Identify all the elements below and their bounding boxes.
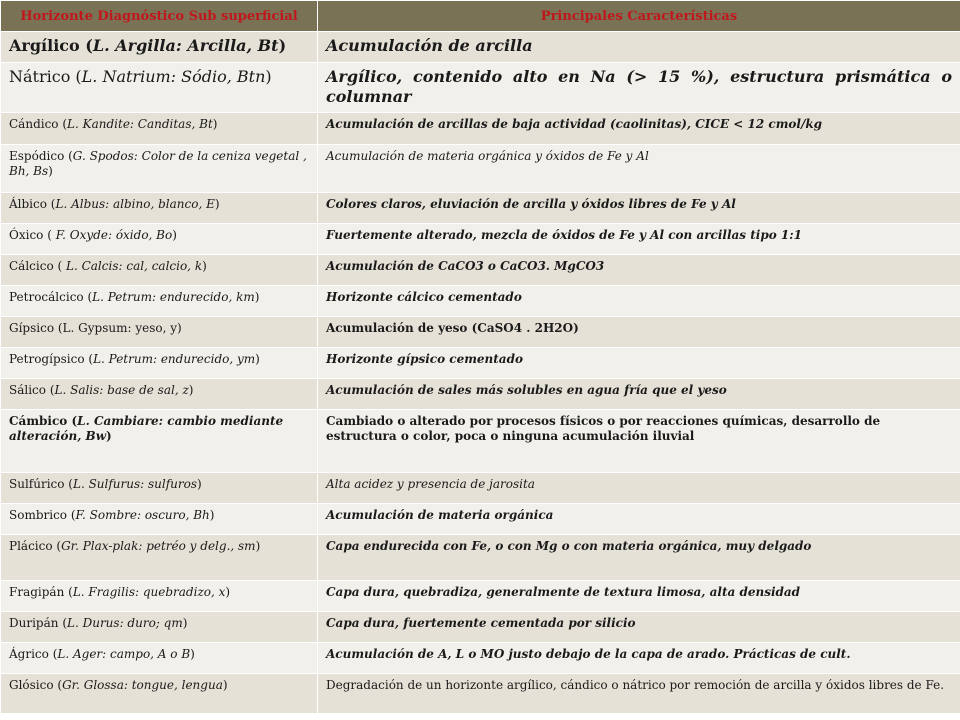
horizon-name: Sálico (9, 383, 46, 397)
horizon-etymology: L. Argilla: Arcilla, Bt (92, 36, 279, 55)
table-row (1, 612, 960, 643)
horizon-etymology: L. Durus: duro; qm (67, 616, 183, 630)
horizon-desc: Acumulación de yeso (CaSO4 . 2H2O) (318, 317, 960, 348)
horizon-desc: Acumulación de A, L o MO justo debajo de la capa de arado. Prácticas de cult. (318, 643, 960, 674)
horizon-etymology: L. Cambiare: cambio mediante alteración, Bw (9, 414, 284, 443)
horizon-name-cell: Petrogípsico (L. Petrum: endurecido, ym) (1, 348, 318, 379)
horizon-etymology: L. Petrum: endurecido, km (92, 290, 255, 304)
horizon-name: Argílico (9, 36, 80, 55)
horizon-etymology: L. Gypsum: yeso, y (62, 321, 177, 335)
horizon-etymology: F. Sombre: oscuro, Bh (75, 508, 210, 522)
horizon-name-cell: Petrocálcico (L. Petrum: endurecido, km) (1, 286, 318, 317)
horizon-name-cell: Álbico (L. Albus: albino, blanco, E) (1, 193, 318, 224)
table-row (1, 145, 960, 193)
horizon-desc: Fuertemente alterado, mezcla de óxidos de Fe y Al con arcillas tipo 1:1 (318, 224, 960, 255)
horizon-name: Álbico (9, 197, 47, 211)
horizon-etymology: G. Spodos: Color de la ceniza vegetal , Bh, Bs (9, 149, 307, 178)
horizon-name-cell: Nátrico (L. Natrium: Sódio, Btn) (1, 63, 318, 113)
horizon-name: Óxico (9, 228, 44, 242)
horizon-name-cell: Duripán (L. Durus: duro; qm) (1, 612, 318, 643)
horizon-etymology: L. Salis: base de sal, z (54, 383, 189, 397)
horizon-name: Espódico (9, 149, 65, 163)
horizon-etymology: L. Sulfurus: sulfuros (72, 477, 198, 491)
horizon-name: Plácico (9, 539, 53, 553)
table-row (1, 535, 960, 581)
horizon-name-cell: Cálcico ( L. Calcis: cal, calcio, k) (1, 255, 318, 286)
horizon-name: Sombrico (9, 508, 68, 522)
horizon-etymology: L. Natrium: Sódio, Btn (81, 67, 266, 86)
table-row (1, 674, 960, 714)
table-row (1, 224, 960, 255)
table-row (1, 581, 960, 612)
horizon-name-cell: Cámbico (L. Cambiare: cambio mediante alteración, Bw) (1, 410, 318, 473)
horizon-desc: Acumulación de arcillas de baja actividad (caolinitas), CICE < 12 cmol/kg (318, 113, 960, 145)
horizon-name-cell: Glósico (Gr. Glossa: tongue, lengua) (1, 674, 318, 714)
horizon-name: Duripán (9, 616, 59, 630)
horizon-name-cell: Espódico (G. Spodos: Color de la ceniza vegetal , Bh, Bs) (1, 145, 318, 193)
table-row (1, 32, 960, 63)
table-row (1, 379, 960, 410)
horizon-etymology: L. Ager: campo, A o B (57, 647, 191, 661)
horizon-name: Nátrico (9, 67, 71, 86)
horizon-name: Petrogípsico (9, 352, 85, 366)
horizon-name-cell: Fragipán (L. Fragilis: quebradizo, x) (1, 581, 318, 612)
table-row (1, 643, 960, 674)
horizon-etymology: Gr. Plax-plak: petréo y delg., sm (61, 539, 256, 553)
horizon-etymology: L. Petrum: endurecido, ym (93, 352, 256, 366)
horizon-name-cell: Gípsico (L. Gypsum: yeso, y) (1, 317, 318, 348)
horizon-name-cell: Sálico (L. Salis: base de sal, z) (1, 379, 318, 410)
horizon-desc: Degradación de un horizonte argílico, cándico o nátrico por remoción de arcilla y óxidos libres de Fe. (318, 674, 960, 714)
header-characteristics: Principales Características (318, 1, 960, 32)
table-row (1, 63, 960, 113)
horizon-name-cell: Argílico (L. Argilla: Arcilla, Bt) (1, 32, 318, 63)
horizon-desc: Cambiado o alterado por procesos físicos o por reacciones químicas, desarrollo de estructura o color, poca o ninguna acumulación iluvial (318, 410, 960, 473)
header-horizon: Horizonte Diagnóstico Sub superficial (1, 1, 318, 32)
table-row (1, 348, 960, 379)
horizon-etymology: L. Kandite: Canditas, Bt (67, 117, 213, 131)
horizon-etymology: L. Fragilis: quebradizo, x (72, 585, 226, 599)
table-row (1, 317, 960, 348)
horizon-etymology: L. Calcis: cal, calcio, k (62, 259, 203, 273)
horizon-desc: Alta acidez y presencia de jarosita (318, 473, 960, 504)
horizon-name: Gípsico (9, 321, 55, 335)
horizon-name: Petrocálcico (9, 290, 84, 304)
horizon-desc: Horizonte gípsico cementado (318, 348, 960, 379)
horizon-name: Sulfúrico (9, 477, 65, 491)
horizon-desc: Acumulación de sales más solubles en agua fría que el yeso (318, 379, 960, 410)
horizon-desc: Capa dura, fuertemente cementada por silicio (318, 612, 960, 643)
table-row (1, 504, 960, 535)
table-row (1, 286, 960, 317)
horizon-name: Cámbico (9, 414, 68, 428)
horizon-name-cell: Plácico (Gr. Plax-plak: petréo y delg., sm) (1, 535, 318, 581)
horizon-desc: Argílico, contenido alto en Na (> 15 %), estructura prismática o columnar (318, 63, 960, 113)
table-header-row (1, 1, 960, 32)
table-row (1, 473, 960, 504)
horizon-desc: Capa endurecida con Fe, o con Mg o con materia orgánica, muy delgado (318, 535, 960, 581)
horizon-name: Ágrico (9, 647, 49, 661)
horizon-etymology: Gr. Glossa: tongue, lengua (62, 678, 223, 692)
table-row (1, 255, 960, 286)
horizon-name: Cándico (9, 117, 59, 131)
horizon-desc: Acumulación de CaCO3 o CaCO3. MgCO3 (318, 255, 960, 286)
horizon-name-cell: Sulfúrico (L. Sulfurus: sulfuros) (1, 473, 318, 504)
horizon-desc: Capa dura, quebradiza, generalmente de textura limosa, alta densidad (318, 581, 960, 612)
horizon-desc: Acumulación de materia orgánica y óxidos de Fe y Al (318, 145, 960, 193)
horizon-desc: Acumulación de arcilla (318, 32, 960, 63)
table-row (1, 193, 960, 224)
horizon-name: Cálcico (9, 259, 54, 273)
horizon-name: Fragipán (9, 585, 65, 599)
horizon-desc: Acumulación de materia orgánica (318, 504, 960, 535)
table-row (1, 113, 960, 145)
horizon-name-cell: Ágrico (L. Ager: campo, A o B) (1, 643, 318, 674)
horizon-name: Glósico (9, 678, 54, 692)
horizon-name-cell: Óxico ( F. Oxyde: óxido, Bo) (1, 224, 318, 255)
horizon-name-cell: Cándico (L. Kandite: Canditas, Bt) (1, 113, 318, 145)
horizon-desc: Colores claros, eluviación de arcilla y óxidos libres de Fe y Al (318, 193, 960, 224)
table-row (1, 410, 960, 473)
horizon-etymology: L. Albus: albino, blanco, E (55, 197, 215, 211)
horizon-etymology: F. Oxyde: óxido, Bo (51, 228, 173, 242)
horizon-name-cell: Sombrico (F. Sombre: oscuro, Bh) (1, 504, 318, 535)
horizon-desc: Horizonte cálcico cementado (318, 286, 960, 317)
